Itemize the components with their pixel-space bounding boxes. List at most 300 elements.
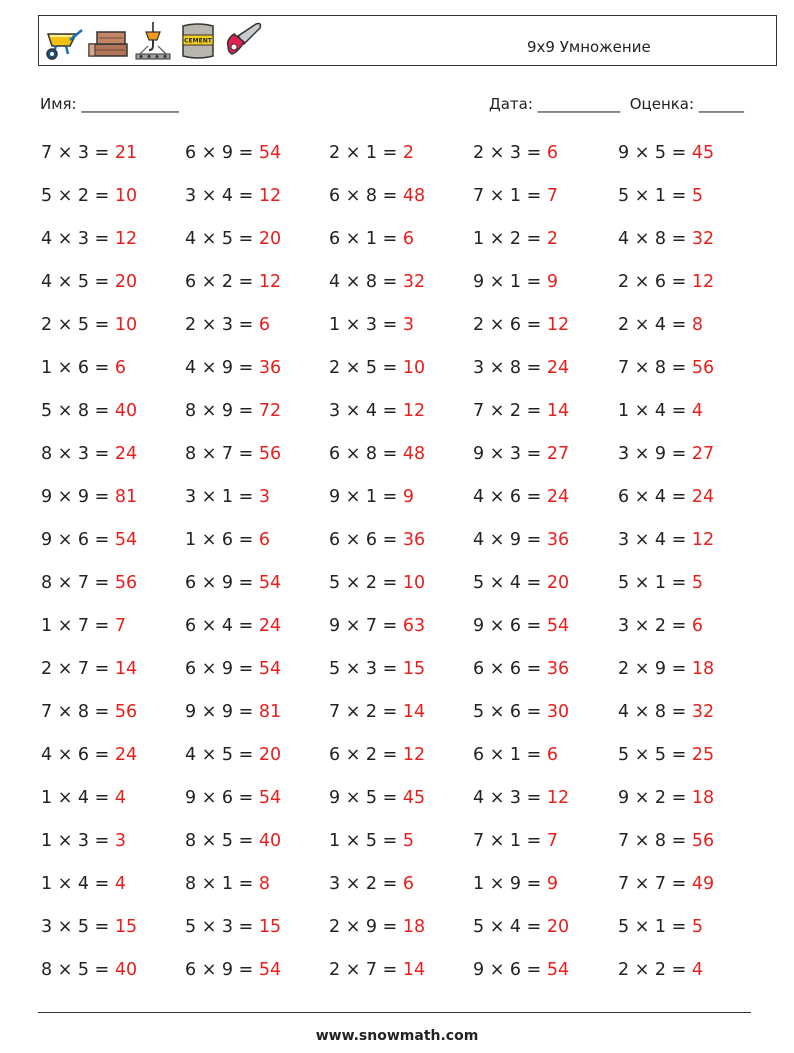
problem-item xyxy=(41,401,137,421)
problem-answer: 40 xyxy=(258,831,282,851)
problem-question: 4 × 5 = xyxy=(41,272,115,292)
problem-item xyxy=(185,229,281,249)
problem-answer: 2 xyxy=(402,143,414,163)
problem-answer: 24 xyxy=(114,444,138,464)
problem-answer: 24 xyxy=(258,616,282,636)
problem-item xyxy=(329,573,425,593)
problem-answer: 14 xyxy=(546,401,570,421)
problem-item xyxy=(329,874,414,894)
problem-item xyxy=(618,444,714,464)
problem-question: 9 × 3 = xyxy=(473,444,547,464)
problem-question: 3 × 5 = xyxy=(41,917,115,937)
problem-question: 5 × 8 = xyxy=(41,401,115,421)
problem-answer: 56 xyxy=(691,831,715,851)
problem-answer: 6 xyxy=(691,616,703,636)
problem-item xyxy=(473,702,569,722)
problem-question: 1 × 7 = xyxy=(41,616,115,636)
problem-answer: 20 xyxy=(546,917,570,937)
problem-question: 6 × 2 = xyxy=(185,272,259,292)
problem-item xyxy=(329,401,425,421)
problem-question: 7 × 8 = xyxy=(618,358,692,378)
problem-question: 5 × 2 = xyxy=(329,573,403,593)
problem-question: 7 × 1 = xyxy=(473,831,547,851)
problem-answer: 18 xyxy=(402,917,426,937)
problem-item xyxy=(329,229,414,249)
problem-item xyxy=(618,573,703,593)
problem-question: 5 × 6 = xyxy=(473,702,547,722)
wood-planks-icon xyxy=(87,20,129,62)
problem-question: 3 × 1 = xyxy=(185,487,259,507)
problem-question: 5 × 1 = xyxy=(618,917,692,937)
problem-answer: 36 xyxy=(258,358,282,378)
problem-question: 9 × 5 = xyxy=(329,788,403,808)
problem-item xyxy=(185,401,281,421)
problem-answer: 9 xyxy=(546,272,558,292)
problem-item xyxy=(329,530,425,550)
problem-item xyxy=(618,745,714,765)
problem-answer: 36 xyxy=(402,530,426,550)
problem-answer: 32 xyxy=(691,702,715,722)
problem-answer: 4 xyxy=(114,788,126,808)
problem-item xyxy=(473,831,558,851)
problem-item xyxy=(329,272,425,292)
problem-question: 6 × 4 = xyxy=(618,487,692,507)
problem-item xyxy=(41,659,137,679)
problem-question: 9 × 6 = xyxy=(473,616,547,636)
problem-answer: 5 xyxy=(691,573,703,593)
problem-item xyxy=(329,831,414,851)
problem-answer: 5 xyxy=(402,831,414,851)
problem-answer: 24 xyxy=(546,358,570,378)
problem-item xyxy=(185,831,281,851)
problem-question: 9 × 7 = xyxy=(329,616,403,636)
problem-item xyxy=(329,917,425,937)
problem-answer: 20 xyxy=(258,229,282,249)
problem-question: 4 × 8 = xyxy=(618,229,692,249)
problem-item xyxy=(618,659,714,679)
problem-item xyxy=(41,358,126,378)
problem-item xyxy=(329,960,425,980)
problem-item xyxy=(41,702,137,722)
problem-answer: 6 xyxy=(402,874,414,894)
problem-question: 6 × 9 = xyxy=(185,659,259,679)
problem-answer: 12 xyxy=(114,229,138,249)
problem-question: 2 × 9 = xyxy=(329,917,403,937)
problem-answer: 8 xyxy=(691,315,703,335)
problem-item xyxy=(185,186,281,206)
problem-item xyxy=(473,874,558,894)
problem-question: 5 × 2 = xyxy=(41,186,115,206)
problem-question: 4 × 6 = xyxy=(41,745,115,765)
cement-bag-label: CEMENT xyxy=(184,37,212,45)
problem-answer: 4 xyxy=(114,874,126,894)
header-box xyxy=(38,15,777,66)
date-score-field: Дата: ___________ Оценка: ______ xyxy=(489,95,744,113)
problem-question: 9 × 6 = xyxy=(473,960,547,980)
problem-answer: 56 xyxy=(114,573,138,593)
problem-item xyxy=(329,702,425,722)
problem-question: 9 × 1 = xyxy=(329,487,403,507)
problem-answer: 56 xyxy=(114,702,138,722)
problem-item xyxy=(185,530,270,550)
problem-answer: 54 xyxy=(258,788,282,808)
problem-item xyxy=(41,315,137,335)
problem-question: 4 × 9 = xyxy=(473,530,547,550)
problem-item xyxy=(185,487,270,507)
problem-item xyxy=(41,530,137,550)
problem-answer: 6 xyxy=(546,745,558,765)
problem-question: 6 × 1 = xyxy=(473,745,547,765)
problem-question: 1 × 5 = xyxy=(329,831,403,851)
problem-question: 3 × 2 = xyxy=(329,874,403,894)
problem-answer: 32 xyxy=(402,272,426,292)
problem-answer: 10 xyxy=(114,186,138,206)
problem-item xyxy=(618,272,714,292)
problem-question: 3 × 4 = xyxy=(185,186,259,206)
problem-question: 7 × 7 = xyxy=(618,874,692,894)
problem-answer: 12 xyxy=(402,401,426,421)
problem-answer: 6 xyxy=(546,143,558,163)
footer-url: www.snowmath.com xyxy=(315,1028,479,1044)
problem-item xyxy=(473,358,569,378)
problem-answer: 36 xyxy=(546,659,570,679)
problem-answer: 54 xyxy=(258,960,282,980)
problem-item xyxy=(618,788,714,808)
wheelbarrow-icon xyxy=(42,20,84,62)
problem-item xyxy=(618,831,714,851)
problem-item xyxy=(618,229,714,249)
problem-question: 9 × 9 = xyxy=(41,487,115,507)
problem-answer: 9 xyxy=(546,874,558,894)
problem-item xyxy=(185,874,270,894)
problem-item xyxy=(41,573,137,593)
cement-bag-icon xyxy=(177,20,219,62)
problem-item xyxy=(185,616,281,636)
problem-question: 3 × 4 = xyxy=(329,401,403,421)
problem-question: 8 × 3 = xyxy=(41,444,115,464)
problem-answer: 48 xyxy=(402,186,426,206)
problem-item xyxy=(473,272,558,292)
problem-answer: 12 xyxy=(258,186,282,206)
problem-question: 4 × 5 = xyxy=(185,229,259,249)
problem-answer: 7 xyxy=(546,831,558,851)
problem-answer: 20 xyxy=(258,745,282,765)
problem-answer: 24 xyxy=(114,745,138,765)
problem-question: 6 × 8 = xyxy=(329,444,403,464)
problem-question: 9 × 6 = xyxy=(41,530,115,550)
problem-answer: 63 xyxy=(402,616,426,636)
crane-hook-icon xyxy=(132,20,174,62)
problem-question: 7 × 8 = xyxy=(618,831,692,851)
problem-answer: 56 xyxy=(691,358,715,378)
problem-item xyxy=(473,401,569,421)
problem-question: 1 × 2 = xyxy=(473,229,547,249)
problem-question: 5 × 1 = xyxy=(618,186,692,206)
problem-answer: 45 xyxy=(691,143,715,163)
problem-answer: 48 xyxy=(402,444,426,464)
problem-answer: 6 xyxy=(258,530,270,550)
problem-answer: 20 xyxy=(114,272,138,292)
problem-answer: 24 xyxy=(546,487,570,507)
problem-item xyxy=(41,960,137,980)
problem-question: 4 × 9 = xyxy=(185,358,259,378)
problem-answer: 49 xyxy=(691,874,715,894)
problem-answer: 32 xyxy=(691,229,715,249)
problem-question: 5 × 4 = xyxy=(473,573,547,593)
problem-question: 4 × 3 = xyxy=(41,229,115,249)
problem-item xyxy=(185,358,281,378)
problem-item xyxy=(185,573,281,593)
problem-item xyxy=(41,745,137,765)
problem-item xyxy=(329,788,425,808)
problem-question: 8 × 5 = xyxy=(41,960,115,980)
problem-item xyxy=(41,616,126,636)
problem-answer: 40 xyxy=(114,401,138,421)
problem-answer: 72 xyxy=(258,401,282,421)
problem-question: 1 × 4 = xyxy=(41,874,115,894)
problem-question: 1 × 3 = xyxy=(41,831,115,851)
problem-question: 2 × 3 = xyxy=(473,143,547,163)
problem-answer: 3 xyxy=(402,315,414,335)
problem-answer: 6 xyxy=(402,229,414,249)
problem-question: 5 × 3 = xyxy=(329,659,403,679)
problem-item xyxy=(473,788,569,808)
problem-question: 8 × 5 = xyxy=(185,831,259,851)
problem-answer: 27 xyxy=(691,444,715,464)
header-icons xyxy=(42,20,267,62)
problem-question: 1 × 4 = xyxy=(618,401,692,421)
problem-answer: 3 xyxy=(114,831,126,851)
footer-divider xyxy=(38,1012,751,1013)
problem-item xyxy=(329,616,425,636)
problem-answer: 81 xyxy=(114,487,138,507)
problem-question: 1 × 3 = xyxy=(329,315,403,335)
problem-question: 9 × 9 = xyxy=(185,702,259,722)
problem-question: 4 × 3 = xyxy=(473,788,547,808)
problem-answer: 20 xyxy=(546,573,570,593)
problem-question: 1 × 6 = xyxy=(41,358,115,378)
problem-item xyxy=(41,272,137,292)
problem-question: 5 × 1 = xyxy=(618,573,692,593)
problem-item xyxy=(185,143,281,163)
problem-question: 2 × 7 = xyxy=(41,659,115,679)
problem-item xyxy=(473,186,558,206)
problem-item xyxy=(185,917,281,937)
problem-item xyxy=(329,745,425,765)
problem-answer: 54 xyxy=(258,143,282,163)
problem-item xyxy=(473,917,569,937)
problem-answer: 12 xyxy=(402,745,426,765)
problem-question: 3 × 2 = xyxy=(618,616,692,636)
problem-question: 5 × 3 = xyxy=(185,917,259,937)
problem-item xyxy=(618,401,703,421)
problem-answer: 25 xyxy=(691,745,715,765)
problem-item xyxy=(185,960,281,980)
problem-question: 9 × 1 = xyxy=(473,272,547,292)
problem-item xyxy=(41,186,137,206)
problem-question: 2 × 4 = xyxy=(618,315,692,335)
problem-item xyxy=(41,788,126,808)
problem-answer: 12 xyxy=(546,788,570,808)
problem-question: 7 × 2 = xyxy=(329,702,403,722)
problem-item xyxy=(618,960,703,980)
problem-question: 6 × 4 = xyxy=(185,616,259,636)
problem-answer: 14 xyxy=(114,659,138,679)
problem-answer: 21 xyxy=(114,143,138,163)
problem-question: 3 × 8 = xyxy=(473,358,547,378)
problem-question: 4 × 8 = xyxy=(329,272,403,292)
problem-question: 1 × 9 = xyxy=(473,874,547,894)
problem-answer: 36 xyxy=(546,530,570,550)
problem-answer: 4 xyxy=(691,401,703,421)
problem-question: 9 × 6 = xyxy=(185,788,259,808)
problem-question: 3 × 9 = xyxy=(618,444,692,464)
problem-answer: 14 xyxy=(402,960,426,980)
problem-question: 9 × 2 = xyxy=(618,788,692,808)
problem-item xyxy=(618,487,714,507)
problem-question: 7 × 3 = xyxy=(41,143,115,163)
problem-question: 7 × 2 = xyxy=(473,401,547,421)
problem-item xyxy=(618,315,703,335)
problem-question: 6 × 9 = xyxy=(185,143,259,163)
problem-item xyxy=(473,745,558,765)
problem-answer: 15 xyxy=(114,917,138,937)
problem-question: 2 × 1 = xyxy=(329,143,403,163)
problem-answer: 45 xyxy=(402,788,426,808)
problem-answer: 54 xyxy=(258,573,282,593)
problem-item xyxy=(618,616,703,636)
problem-answer: 7 xyxy=(546,186,558,206)
problem-question: 8 × 9 = xyxy=(185,401,259,421)
problem-answer: 6 xyxy=(258,315,270,335)
problem-item xyxy=(41,874,126,894)
problem-item xyxy=(473,960,569,980)
problem-answer: 54 xyxy=(546,960,570,980)
problem-item xyxy=(41,917,137,937)
problem-question: 6 × 2 = xyxy=(329,745,403,765)
problem-question: 2 × 3 = xyxy=(185,315,259,335)
problem-item xyxy=(473,229,558,249)
problem-item xyxy=(473,616,569,636)
problem-item xyxy=(329,487,414,507)
problem-answer: 12 xyxy=(258,272,282,292)
problem-item xyxy=(473,487,569,507)
problem-item xyxy=(329,358,425,378)
problem-answer: 10 xyxy=(402,573,426,593)
problem-question: 6 × 9 = xyxy=(185,960,259,980)
problem-answer: 54 xyxy=(546,616,570,636)
problem-answer: 5 xyxy=(691,917,703,937)
problem-question: 5 × 4 = xyxy=(473,917,547,937)
problem-answer: 27 xyxy=(546,444,570,464)
chainsaw-icon xyxy=(222,20,264,62)
problem-item xyxy=(618,143,714,163)
problem-question: 6 × 9 = xyxy=(185,573,259,593)
problem-question: 2 × 2 = xyxy=(618,960,692,980)
problem-item xyxy=(473,659,569,679)
problem-item xyxy=(473,530,569,550)
problem-answer: 15 xyxy=(402,659,426,679)
problem-item xyxy=(329,659,425,679)
problem-item xyxy=(618,702,714,722)
problem-item xyxy=(473,444,569,464)
problem-answer: 7 xyxy=(114,616,126,636)
problem-answer: 30 xyxy=(546,702,570,722)
problem-question: 6 × 6 = xyxy=(329,530,403,550)
problem-item xyxy=(618,530,714,550)
problem-item xyxy=(41,229,137,249)
problem-question: 2 × 6 = xyxy=(618,272,692,292)
problem-item xyxy=(185,272,281,292)
problem-question: 4 × 8 = xyxy=(618,702,692,722)
problem-question: 2 × 5 = xyxy=(41,315,115,335)
problem-question: 1 × 4 = xyxy=(41,788,115,808)
problem-answer: 18 xyxy=(691,659,715,679)
problem-answer: 10 xyxy=(402,358,426,378)
problem-item xyxy=(473,143,558,163)
problem-item xyxy=(329,315,414,335)
name-field: Имя: _____________ xyxy=(40,95,179,113)
problem-answer: 18 xyxy=(691,788,715,808)
problem-item xyxy=(329,444,425,464)
problem-question: 6 × 1 = xyxy=(329,229,403,249)
problem-answer: 12 xyxy=(546,315,570,335)
problem-item xyxy=(618,358,714,378)
problem-answer: 15 xyxy=(258,917,282,937)
problem-answer: 12 xyxy=(691,272,715,292)
problem-item xyxy=(618,917,703,937)
problem-item xyxy=(41,143,137,163)
problem-question: 6 × 6 = xyxy=(473,659,547,679)
problem-question: 5 × 5 = xyxy=(618,745,692,765)
problem-answer: 5 xyxy=(691,186,703,206)
problem-answer: 40 xyxy=(114,960,138,980)
problem-item xyxy=(329,143,414,163)
problem-item xyxy=(329,186,425,206)
sheet-title: 9x9 Умножение xyxy=(527,38,651,56)
problem-answer: 4 xyxy=(691,960,703,980)
problem-item xyxy=(185,788,281,808)
problem-question: 1 × 6 = xyxy=(185,530,259,550)
problem-answer: 12 xyxy=(691,530,715,550)
problem-question: 8 × 1 = xyxy=(185,874,259,894)
problem-answer: 3 xyxy=(258,487,270,507)
problem-item xyxy=(618,186,703,206)
problem-answer: 81 xyxy=(258,702,282,722)
problem-answer: 56 xyxy=(258,444,282,464)
problem-question: 3 × 4 = xyxy=(618,530,692,550)
problem-item xyxy=(473,315,569,335)
problem-question: 9 × 5 = xyxy=(618,143,692,163)
problem-question: 2 × 7 = xyxy=(329,960,403,980)
problem-answer: 9 xyxy=(402,487,414,507)
problem-item xyxy=(618,874,714,894)
problem-answer: 24 xyxy=(691,487,715,507)
problem-question: 7 × 8 = xyxy=(41,702,115,722)
problem-item xyxy=(41,487,137,507)
problem-answer: 2 xyxy=(546,229,558,249)
problem-answer: 54 xyxy=(258,659,282,679)
problem-question: 4 × 5 = xyxy=(185,745,259,765)
problem-item xyxy=(185,315,270,335)
problem-question: 2 × 5 = xyxy=(329,358,403,378)
problem-question: 8 × 7 = xyxy=(41,573,115,593)
problem-answer: 10 xyxy=(114,315,138,335)
problem-item xyxy=(185,745,281,765)
problem-question: 7 × 1 = xyxy=(473,186,547,206)
problem-answer: 54 xyxy=(114,530,138,550)
problem-answer: 14 xyxy=(402,702,426,722)
